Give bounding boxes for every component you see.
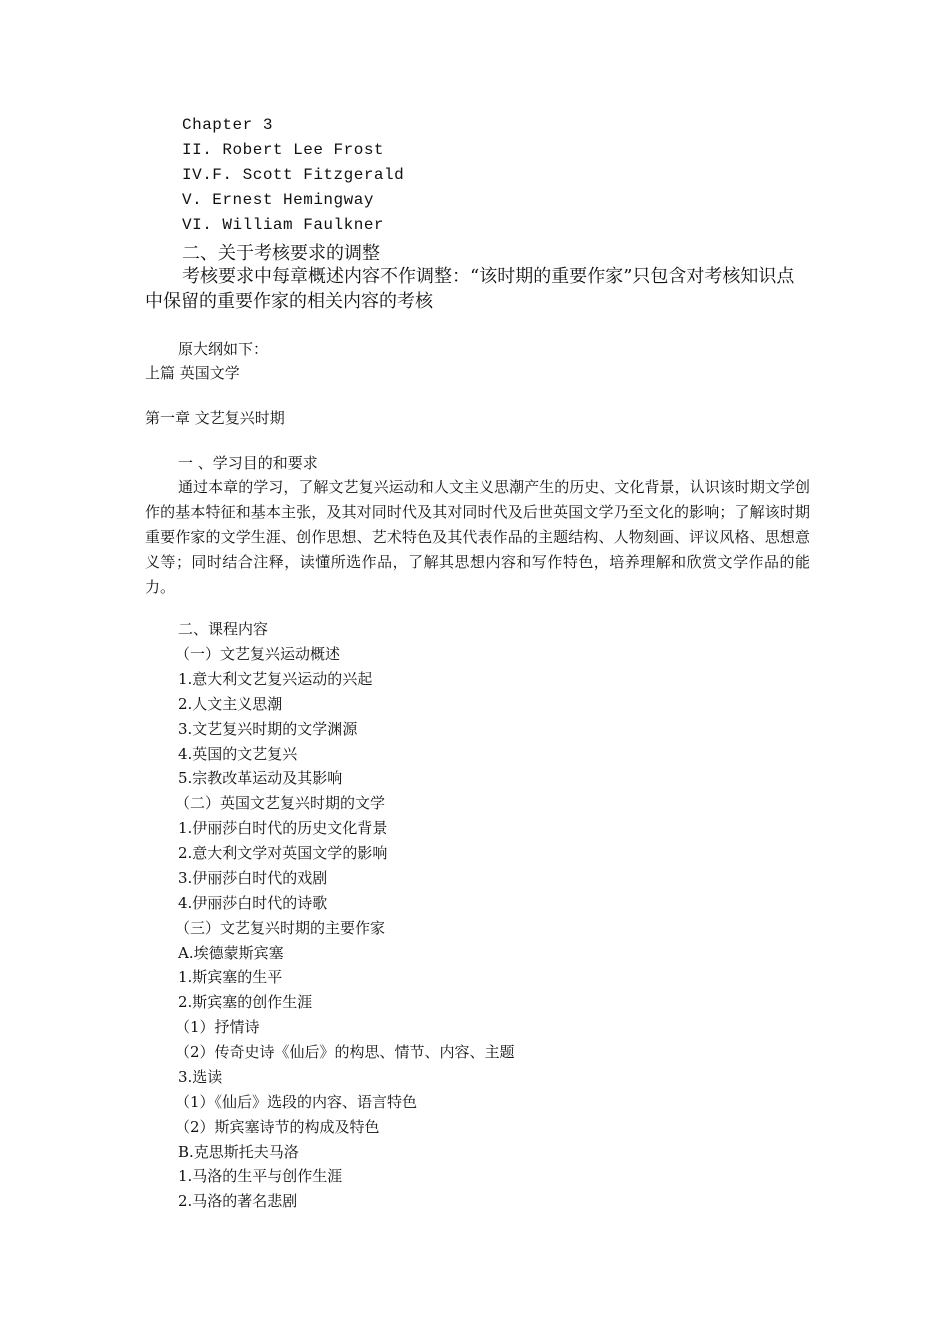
- objectives-paragraph: 通过本章的学习，了解文艺复兴运动和人文主义思潮产生的历史、文化背景，认识该时期文学创作的基本特征和基本主张，及其对同时代及其对同时代及后世英国文学乃至文化的影响；了解该时期重要作家的文学生涯、创作思想、艺术特色及其代表作品的主题结构、人物刻画、评议风格、思想意义等；同时结合注释，读懂所选作品，了解其思想内容和写作特色，培养理解和欣赏文学作品的能力。: [145, 478, 810, 596]
- content-item: 1.伊丽莎白时代的历史文化背景: [178, 819, 388, 837]
- content-item: 3.文艺复兴时期的文学渊源: [178, 720, 358, 738]
- chapter-title: 第一章 文艺复兴时期: [145, 409, 285, 427]
- content-item: （1）《仙后》选段的内容、语言特色: [175, 1093, 418, 1111]
- content-item: A.埃德蒙斯宾塞: [178, 944, 284, 962]
- author-item: IV.F. Scott Fitzgerald: [182, 166, 405, 184]
- section-heading: 二、课程内容: [178, 620, 269, 638]
- author-item: VI. William Faulkner: [182, 216, 385, 234]
- author-item: II. Robert Lee Frost: [182, 141, 385, 159]
- content-item: B.克思斯托夫马洛: [178, 1143, 299, 1161]
- content-item: 1.意大利文艺复兴运动的兴起: [178, 670, 373, 688]
- outline-intro: 原大纲如下：: [178, 340, 269, 358]
- author-item: V. Ernest Hemingway: [182, 191, 374, 209]
- content-item: 3.选读: [178, 1068, 223, 1086]
- content-item: （2）斯宾塞诗节的构成及特色: [175, 1118, 380, 1136]
- adjustment-note: 考核要求中每章概述内容不作调整：“该时期的重要作家”只包含对考核知识点中保留的重要作家的相关内容的考核: [145, 266, 795, 312]
- content-item: 2.人文主义思潮: [178, 695, 283, 713]
- content-item: 4.英国的文艺复兴: [178, 745, 298, 763]
- content-item: （一）文艺复兴运动概述: [175, 645, 341, 663]
- content-item: 1.斯宾塞的生平: [178, 968, 283, 986]
- content-item: 3.伊丽莎白时代的戏剧: [178, 869, 328, 887]
- content-item: （1）抒情诗: [175, 1018, 260, 1036]
- content-item: 1.马洛的生平与创作生涯: [178, 1167, 343, 1185]
- content-item: 4.伊丽莎白时代的诗歌: [178, 894, 328, 912]
- section-title: 二、关于考核要求的调整: [182, 243, 380, 264]
- content-item: （二）英国文艺复兴时期的文学: [175, 794, 386, 812]
- section-heading: 一 、学习目的和要求: [178, 454, 318, 472]
- content-item: （三）文艺复兴时期的主要作家: [175, 919, 386, 937]
- content-item: 2.马洛的著名悲剧: [178, 1192, 298, 1210]
- content-item: 2.意大利文学对英国文学的影响: [178, 844, 388, 862]
- part-title: 上篇 英国文学: [145, 364, 240, 382]
- content-item: （2）传奇史诗《仙后》的构思、情节、内容、主题: [175, 1043, 515, 1061]
- content-item: 2.斯宾塞的创作生涯: [178, 993, 313, 1011]
- content-item: 5.宗教改革运动及其影响: [178, 769, 343, 787]
- chapter-heading: Chapter 3: [182, 116, 273, 134]
